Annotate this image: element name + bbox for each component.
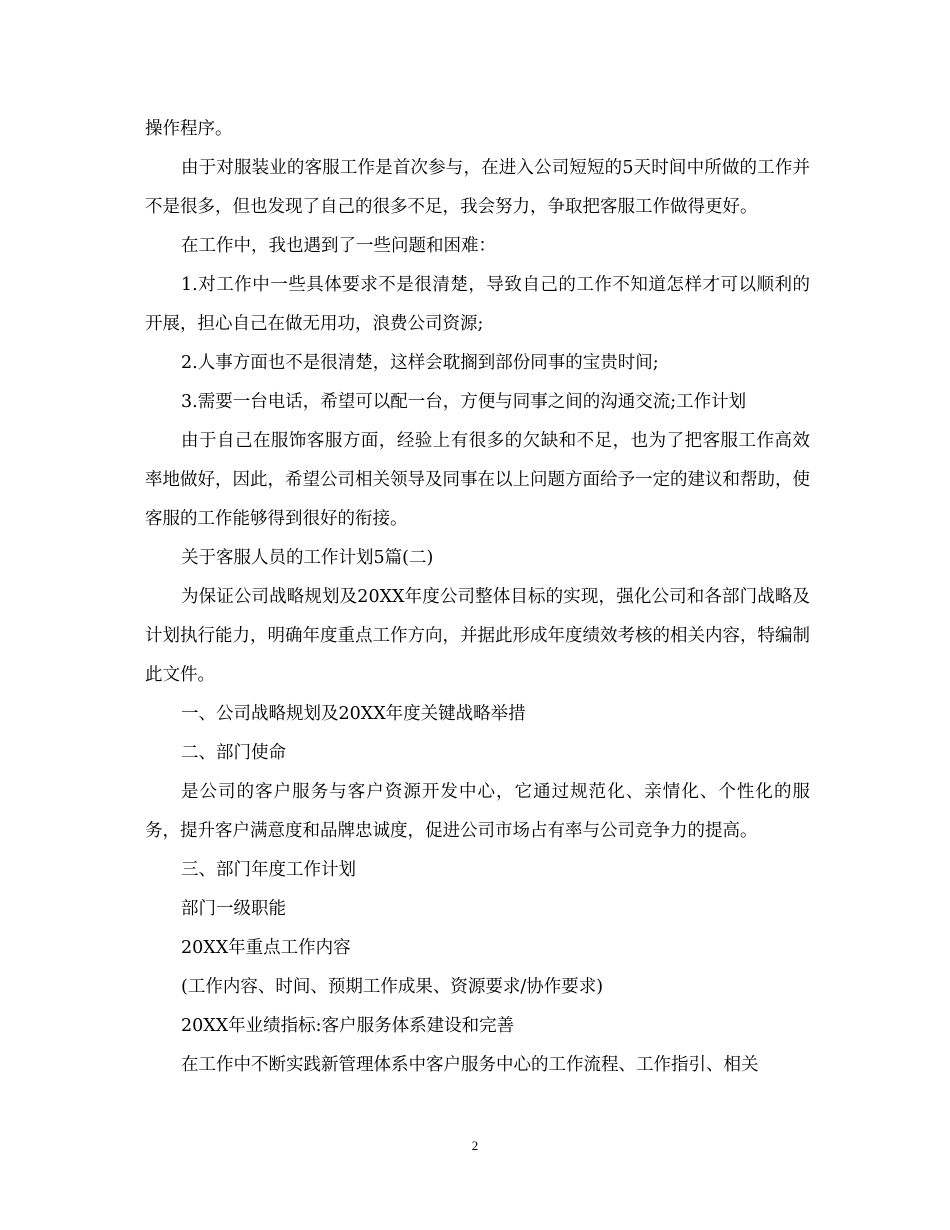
paragraph: 由于对服装业的客服工作是首次参与，在进入公司短短的5天时间中所做的工作并不是很多，但也发现了自己的很多不足，我会努力，争取把客服工作做得更好。 <box>145 158 810 217</box>
paragraph: 2.人事方面也不是很清楚，这样会耽搁到部份同事的宝贵时间; <box>181 353 659 373</box>
paragraph: 3.需要一台电话，希望可以配一台，方便与同事之间的沟通交流;工作计划 <box>181 392 747 412</box>
paragraph: 操作程序。 <box>145 119 233 139</box>
page-number: 2 <box>471 1138 479 1153</box>
paragraph: 一、公司战略规划及20XX年度关键战略举措 <box>181 704 526 724</box>
paragraph: 20XX年业绩指标:客户服务体系建设和完善 <box>181 1016 515 1036</box>
paragraph: 在工作中，我也遇到了一些问题和困难： <box>181 236 496 256</box>
paragraph: 部门一级职能 <box>181 899 286 919</box>
paragraph: 是公司的客户服务与客户资源开发中心，它通过规范化、亲情化、个性化的服务，提升客户满意度和品牌忠诚度，促进公司市场占有率与公司竞争力的提高。 <box>145 782 810 841</box>
paragraph: 为保证公司战略规划及20XX年度公司整体目标的实现，强化公司和各部门战略及计划执行能力，明确年度重点工作方向，并据此形成年度绩效考核的相关内容，特编制此文件。 <box>145 587 810 685</box>
paragraph: 三、部门年度工作计划 <box>181 860 356 880</box>
paragraph: 在工作中不断实践新管理体系中客户服务中心的工作流程、工作指引、相关 <box>181 1055 759 1075</box>
paragraph: 关于客服人员的工作计划5篇(二) <box>181 548 434 568</box>
paragraph: 1.对工作中一些具体要求不是很清楚，导致自己的工作不知道怎样才可以顺利的开展，担心自己在做无用功，浪费公司资源; <box>145 275 810 334</box>
document-body <box>145 110 810 1085</box>
paragraph: 20XX年重点工作内容 <box>181 938 351 958</box>
paragraph: (工作内容、时间、预期工作成果、资源要求/协作要求) <box>181 977 604 997</box>
paragraph: 二、部门使命 <box>181 743 286 763</box>
paragraph: 由于自己在服饰客服方面，经验上有很多的欠缺和不足，也为了把客服工作高效率地做好，因此，希望公司相关领导及同事在以上问题方面给予一定的建议和帮助，使客服的工作能够得到很好的衔接。 <box>145 431 810 529</box>
